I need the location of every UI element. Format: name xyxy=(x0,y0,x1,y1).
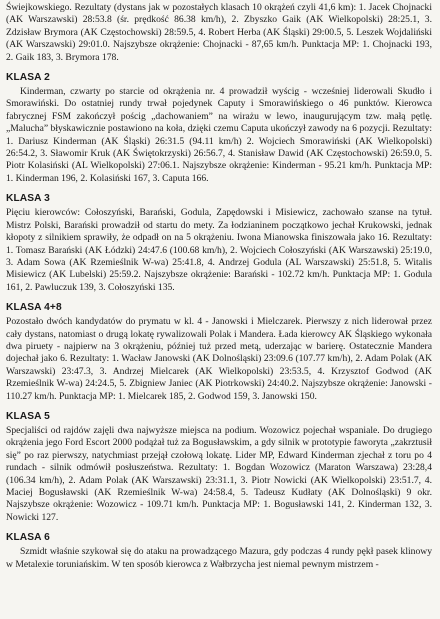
paragraph: Pięciu kierowców: Cołoszyński, Barański, Godula, Zapędowski i Misiewicz, zachowało szanse na tytuł. Mistrz Polski, Barański prowadził od startu do mety. Za łodzianinem początkowo jechał Krukowski, jednak kłopoty z silnikiem sprawiły, że odpadł on na 5 okrążeniu. Iwona Mianowska finiszowała jako 16. Rezultaty: 1. Tomasz Barański (AK Łódzki) 24:47.6 (100.68 km/h), 2. Wojciech Cołoszyński (AK Warszawski) 25:19.0, 3. Adam Sowa (AK Rzemieślnik W-wa) 25:41.8, 4. Andrzej Godula (AL Warszawski) 25:51.8, 5. Witalis Misiewicz (AK Lubelski) 25:59.2. Najszybsze okrążenie: Barański - 102.72 km/h. Punktacja MP: 1. Godula 161, 2. Pawluczuk 139, 3. Cołoszyński 135. xyxy=(6,207,432,293)
section-heading: KLASA 4+8 xyxy=(6,302,62,314)
section-klasa-3 xyxy=(6,192,432,294)
section-klasa-5 xyxy=(6,410,432,524)
paragraph: Kinderman, czwarty po starcie od okrążenia nr. 4 prowadził wyścig - wcześniej liderowali Skudło i Smorawiński. Do ostatniej rundy trwał pojedynek Caputy i Smorawińskiego o 46 punktów. Kierowca fabrycznej FSM zakończył pościg „dachowaniem” na wirażu w lewo, inaugurującym tzw. małą pętlę. „Malucha” błyskawicznie postawiono na koła, dzięki czemu Caputa ukończył zawody na 6 pozycji. Rezultaty: 1. Dariusz Kinderman (AK Śląski) 26:31.5 (94.11 km/h) 2. Wojciech Smorawiński (AK Wielkopolski) 26:54.2, 3. Sławomir Kruk (AK Świętokrzyski) 26:56.7, 4. Stanisław Dawid (AK Częstochowski) 26:59.0, 5. Piotr Kolasiński (AL Wielkopolski) 27:06.1. Najszybsze okrążenie: Kinderman - 95.21 km/h. Punktacja MP: 1. Kinderman 196, 2. Kolasiński 167, 3. Caputa 166. xyxy=(6,86,432,184)
paragraph: Specjaliści od rajdów zajęli dwa najwyższe miejsca na podium. Wozowicz pojechał wspaniale. Do drugiego okrążenia jego Ford Escort 2000 podążał tuż za Bogusławskim, a gdy silnik w prototypie faworyta „zakrztusił się” po raz pierwszy, natychmiast przejął czołową lokatę. Lider MP, Edward Kinderman zjechał z toru po 4 rundach - silnik odmówił posłuszeństwa. Rezultaty: 1. Bogdan Wozowicz (Maraton Warszawa) 23:28,4 (106.34 km/h), 2. Adam Polak (AK Warszawski) 23:31.1, 3. Piotr Nowicki (AK Wielkopolski) 23:51.7, 4. Maciej Bogusławski (AK Rzemieślnik W-wa) 24:58.4, 5. Tadeusz Kudłaty (AK Dolnośląski) 9 okr. Najszybsze okrążenie: Wozowicz - 109.71 km/h. Punktacja MP: 1. Bogusławski 141, 2. Kinderman 132, 3. Nowicki 127. xyxy=(6,424,432,523)
section-heading: KLASA 3 xyxy=(6,193,50,205)
section-heading: KLASA 5 xyxy=(6,410,50,422)
paragraph: Szmidt właśnie szykował się do ataku na prowadzącego Mazura, gdy podczas 4 rundy pękł pasek klinowy w Metalexie toruniańskim. W ten sposób kierowca z Wałbrzycha jest niemal pewnym mistrzem - xyxy=(6,546,432,570)
section-klasa-4-8 xyxy=(6,301,432,403)
section-klasa-1-results xyxy=(6,2,432,64)
paragraph: Pozostało dwóch kandydatów do prymatu w kl. 4 - Janowski i Mielczarek. Pierwszy z nich liderował przez cały dystans, natomiast o drugą lokatę rywalizowali Polak i Mandera. Łada kierowcy AK Śląskiego wykonała dwa piruety - najpierw na 3 okrążeniu, później tuż przed metą, uderzając w barierę. Ostatecznie Mandera dojechał jako 6. Rezultaty: 1. Wacław Janowski (AK Dolnośląski) 23:09.6 (107.77 km/h), 2. Adam Polak (AK Warszawski) 23:47.3, 3. Andrzej Mielcarek (AK Wielkopolski) 23:53.5, 4. Krzysztof Godwod (AK Rzemieślnik W-wa) 24:24.5, 5. Zbigniew Janiec (AK Piotrkowski) 24:40.2. Najszybsze okrążenie: Janowski - 110.27 km/h. Punktacja MP: 1. Mielcarek 185, 2. Godwod 159, 3. Janowski 150. xyxy=(6,316,432,402)
paragraph: Świejkowskiego. Rezultaty (dystans jak w pozostałych klasach 10 okrążeń czyli 41,6 km): 1. Jacek Chojnacki (AK Warszawski) 28:53.8 (śr. prędkość 86.38 km/h), 2. Zbyszko Gaik (AK Wielkopolski) 28:25.1, 3. Zdzisław Brymora (AK Częstochowski) 28:59.5, 4. Robert Herba (AK Śląski) 29:00.5, 5. Leszek Wojdaliński (AK Warszawski) 29:01.0. Najszybsze okrążenie: Chojnacki - 87,65 km/h. Punktacja MP: 1. Chojnacki 193, 2. Gaik 183, 3. Brymora 178. xyxy=(6,2,432,63)
section-heading: KLASA 2 xyxy=(6,72,50,84)
section-klasa-6 xyxy=(6,531,432,571)
section-heading: KLASA 6 xyxy=(6,532,50,544)
section-klasa-2 xyxy=(6,71,432,185)
